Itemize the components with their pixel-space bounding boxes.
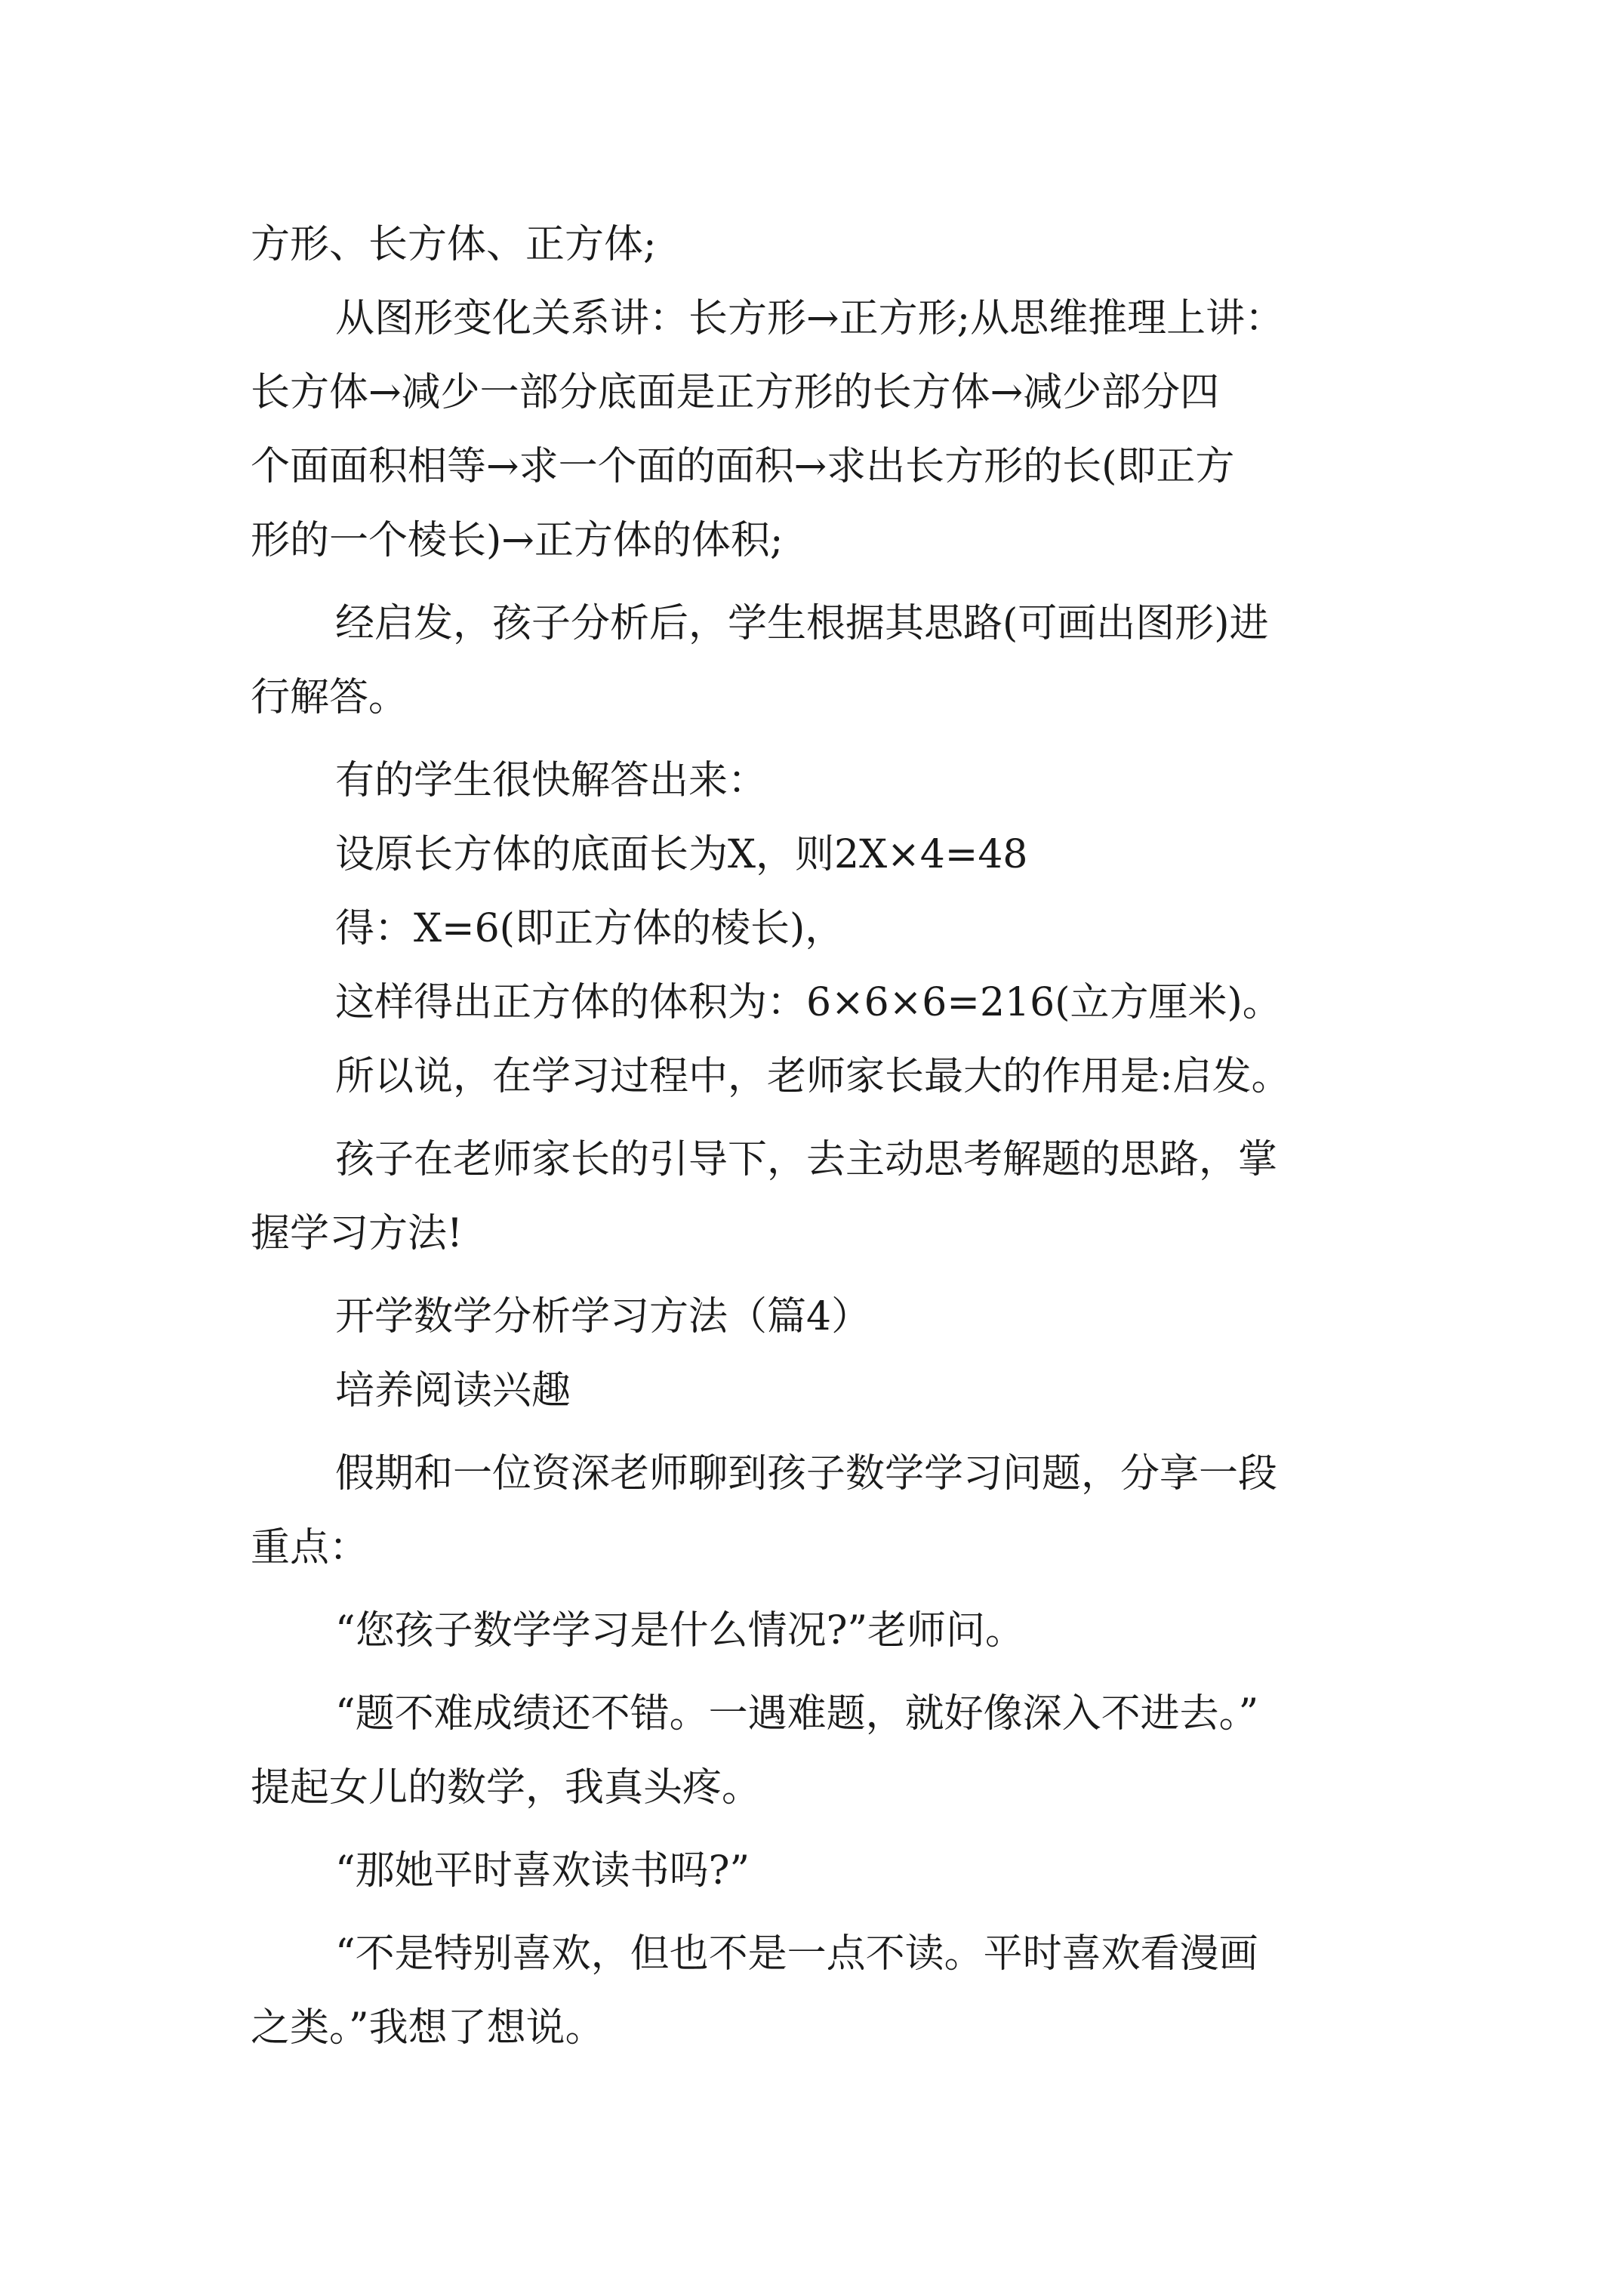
paragraph-line: 之类。”我想了想说。 — [251, 2005, 605, 2051]
paragraph-line: 行解答。 — [251, 675, 408, 720]
paragraph-line: 所以说，在学习过程中，老师家长最大的作用是:启发。 — [335, 1054, 1291, 1099]
paragraph-line: 个面面积相等→求一个面的面积→求出长方形的长(即正方 — [251, 444, 1235, 489]
paragraph-line: 假期和一位资深老师聊到孩子数学学习问题，分享一段 — [335, 1451, 1278, 1496]
dialogue-line: “题不难成绩还不错。一遇难题，就好像深入不进去。” — [335, 1691, 1259, 1737]
paragraph-line: 重点： — [251, 1525, 369, 1570]
paragraph-line: 方形、长方体、正方体; — [251, 222, 657, 267]
paragraph-line: 设原长方体的底面长为X，则2X×4=48 — [335, 832, 1028, 877]
paragraph-line: 得：X=6(即正方体的棱长)， — [335, 906, 845, 951]
paragraph-line: 这样得出正方体的体积为：6×6×6=216(立方厘米)。 — [335, 980, 1282, 1025]
paragraph-line: 从图形变化关系讲：长方形→正方形;从思维推理上讲： — [335, 296, 1285, 341]
paragraph-line: 长方体→减少一部分底面是正方形的长方体→减少部分四 — [251, 370, 1220, 415]
paragraph-line: 提起女儿的数学，我真头疼。 — [251, 1765, 762, 1811]
paragraph-line: 形的一个棱长)→正方体的体积; — [251, 518, 784, 563]
paragraph-line: 有的学生很快解答出来： — [335, 758, 768, 803]
dialogue-line: “不是特别喜欢，但也不是一点不读。平时喜欢看漫画 — [335, 1931, 1258, 1977]
dialogue-line: “那她平时喜欢读书吗?” — [335, 1848, 750, 1894]
paragraph-line: 经启发，孩子分析后，学生根据其思路(可画出图形)进 — [335, 601, 1269, 646]
paragraph-line: 孩子在老师家长的引导下，去主动思考解题的思路，掌 — [335, 1137, 1278, 1182]
paragraph-line: 握学习方法! — [251, 1211, 463, 1256]
subheading: 培养阅读兴趣 — [335, 1368, 571, 1413]
dialogue-line: “您孩子数学学习是什么情况?”老师问。 — [335, 1608, 1025, 1653]
section-heading: 开学数学分析学习方法（篇4） — [335, 1294, 871, 1339]
